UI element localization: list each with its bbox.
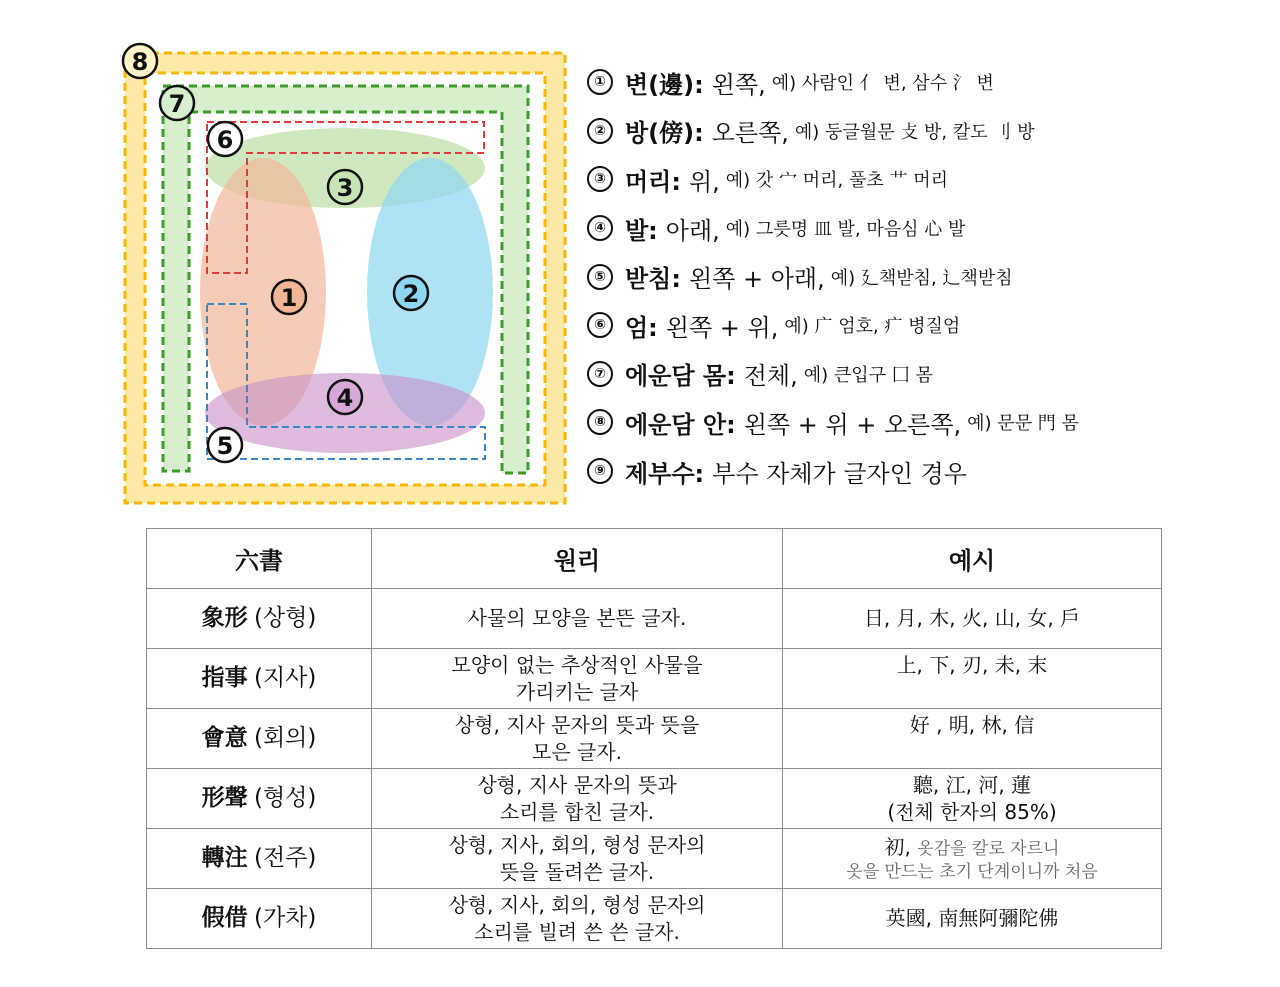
table-row (147, 649, 1162, 709)
principle-cell (372, 889, 783, 949)
table-row (147, 709, 1162, 769)
svg-text:7: 7 (168, 90, 186, 118)
category-cell (147, 709, 372, 769)
legend-position: 부수 자체가 글자인 경우 (712, 459, 967, 488)
principle-line: 상형, 지사 문자의 뜻과 (477, 772, 677, 797)
examples-cell (783, 709, 1162, 769)
svg-text:1: 1 (280, 284, 298, 312)
examples-cell (783, 829, 1162, 889)
label-6 (208, 122, 242, 156)
legend-example: 예) 둥글월문 攴 방, 칼도 刂 방 (794, 121, 1035, 143)
table-header-row (147, 529, 1162, 589)
svg-text:5: 5 (216, 432, 234, 460)
svg-text:8: 8 (131, 48, 149, 76)
legend-item-9 (583, 447, 1079, 496)
example-line: 聽, 江, 河, 蓮 (912, 772, 1032, 797)
header-principle: 원리 (372, 529, 783, 589)
category-korean: (형성) (253, 785, 317, 811)
svg-text:6: 6 (216, 126, 234, 154)
category-cell (147, 589, 372, 649)
legend-example: 예) 문문 門 몸 (967, 413, 1079, 435)
legend-term: 에운담 안: (625, 410, 736, 439)
legend-term: 머리: (625, 167, 681, 196)
label-5 (208, 428, 242, 462)
category-cell (147, 889, 372, 949)
legend-num: ⑨ (587, 458, 613, 484)
examples-cell (783, 769, 1162, 829)
category-cell (147, 649, 372, 709)
principle-cell (372, 709, 783, 769)
principle-line: 상형, 지사 문자의 뜻과 뜻을 (454, 712, 700, 737)
legend-term: 방(傍): (625, 119, 704, 148)
legend-num: ⑦ (587, 361, 613, 387)
label-2 (394, 276, 428, 310)
category-hanja: 假借 (201, 905, 248, 931)
legend-position: 왼쪽 + 위 + 오른쪽, (743, 410, 962, 439)
examples-cell (783, 889, 1162, 949)
example-line (787, 739, 1157, 766)
principle-line: 상형, 지사, 회의, 형성 문자의 (448, 892, 706, 917)
principle-line: 가리키는 글자 (515, 679, 639, 704)
legend-item-8 (583, 398, 1079, 447)
principle-cell (372, 829, 783, 889)
example-line: 日, 月, 木, 火, 山, 女, 戶 (863, 606, 1081, 630)
legend-item-3 (583, 155, 1079, 204)
svg-text:4: 4 (336, 384, 354, 412)
radical-legend (583, 58, 1079, 495)
principle-cell (372, 649, 783, 709)
legend-num: ⑥ (587, 312, 613, 338)
legend-term: 엄: (625, 313, 658, 342)
example-line: (전체 한자의 85%) (887, 799, 1057, 824)
legend-num: ④ (587, 215, 613, 241)
category-cell (147, 829, 372, 889)
example-line: 英國, 南無阿彌陀佛 (885, 906, 1059, 930)
category-hanja: 指事 (201, 665, 248, 691)
category-korean: (전주) (253, 845, 317, 871)
examples-cell (783, 649, 1162, 709)
principle-line: 모양이 없는 추상적인 사물을 (451, 652, 703, 677)
legend-example: 예) 갓 宀 머리, 풀초 艹 머리 (725, 170, 948, 192)
principle-line: 상형, 지사, 회의, 형성 문자의 (448, 832, 706, 857)
legend-num: ⑧ (587, 409, 613, 435)
legend-example: 예) 广 엄호, 疒 병질엄 (784, 316, 961, 338)
examples-cell (783, 589, 1162, 649)
label-3 (328, 170, 362, 204)
principle-line: 소리를 빌려 쓴 쓴 글자. (474, 919, 680, 944)
category-korean: (지사) (253, 665, 317, 691)
legend-position: 왼쪽 + 아래, (688, 265, 825, 294)
table-row (147, 589, 1162, 649)
category-korean: (가차) (253, 905, 317, 931)
table-row (147, 829, 1162, 889)
header-six-writings: 六書 (147, 529, 372, 589)
legend-term: 에운담 몸: (625, 362, 736, 391)
legend-term: 제부수: (625, 459, 705, 488)
legend-position: 오른쪽, (711, 119, 789, 148)
legend-num: ① (587, 69, 613, 95)
example-line: 好 , 明, 林, 信 (909, 712, 1035, 737)
principle-line: 사물의 모양을 본뜬 글자. (467, 606, 687, 630)
legend-position: 왼쪽, (711, 70, 766, 99)
header-examples: 예시 (783, 529, 1162, 589)
legend-example: 예) 그릇명 皿 발, 마음심 心 발 (725, 219, 966, 241)
legend-item-1 (583, 58, 1079, 107)
legend-example: 예) 사람인 亻 변, 삼수 氵 변 (771, 73, 994, 95)
legend-position: 전체, (743, 362, 798, 391)
category-cell (147, 769, 372, 829)
legend-example: 예) 큰입구 囗 몸 (803, 364, 933, 386)
example-line: 初, (884, 834, 911, 859)
example-note: 옷감을 칼로 자르니 (917, 838, 1060, 859)
table-row (147, 769, 1162, 829)
svg-text:2: 2 (402, 280, 420, 308)
radical-position-diagram (0, 0, 580, 510)
legend-example: 예) 廴책받침, 辶책받침 (830, 267, 1013, 289)
legend-item-2 (583, 107, 1079, 156)
category-hanja: 形聲 (201, 785, 248, 811)
principle-cell (372, 769, 783, 829)
legend-item-7 (583, 350, 1079, 399)
label-7 (160, 86, 194, 120)
principle-line: 모은 글자. (532, 739, 622, 764)
example-line: 上, 下, 刃, 未, 末 (896, 652, 1048, 677)
example-line (787, 679, 1157, 706)
example-note: 옷을 만드는 초기 단계이니까 처음 (846, 861, 1098, 882)
legend-position: 아래, (665, 216, 720, 245)
legend-item-5 (583, 252, 1079, 301)
legend-num: ⑤ (587, 264, 613, 290)
legend-num: ② (587, 118, 613, 144)
label-4 (328, 380, 362, 414)
legend-term: 변(邊): (625, 70, 704, 99)
category-korean: (상형) (253, 605, 317, 631)
category-hanja: 象形 (201, 605, 248, 631)
legend-item-6 (583, 301, 1079, 350)
category-korean: (회의) (253, 725, 317, 751)
label-1 (272, 280, 306, 314)
category-hanja: 會意 (201, 725, 248, 751)
legend-position: 왼쪽 + 위, (665, 313, 779, 342)
category-hanja: 轉注 (201, 845, 248, 871)
legend-position: 위, (688, 167, 720, 196)
svg-text:3: 3 (336, 174, 354, 202)
legend-num: ③ (587, 166, 613, 192)
six-writings-table (146, 528, 1162, 949)
legend-term: 발: (625, 216, 658, 245)
principle-line: 뜻을 돌려쓴 글자. (499, 859, 655, 884)
label-8 (123, 44, 157, 78)
legend-item-4 (583, 204, 1079, 253)
principle-cell (372, 589, 783, 649)
principle-line: 소리를 합친 글자. (499, 799, 655, 824)
table-row (147, 889, 1162, 949)
legend-term: 받침: (625, 265, 681, 294)
